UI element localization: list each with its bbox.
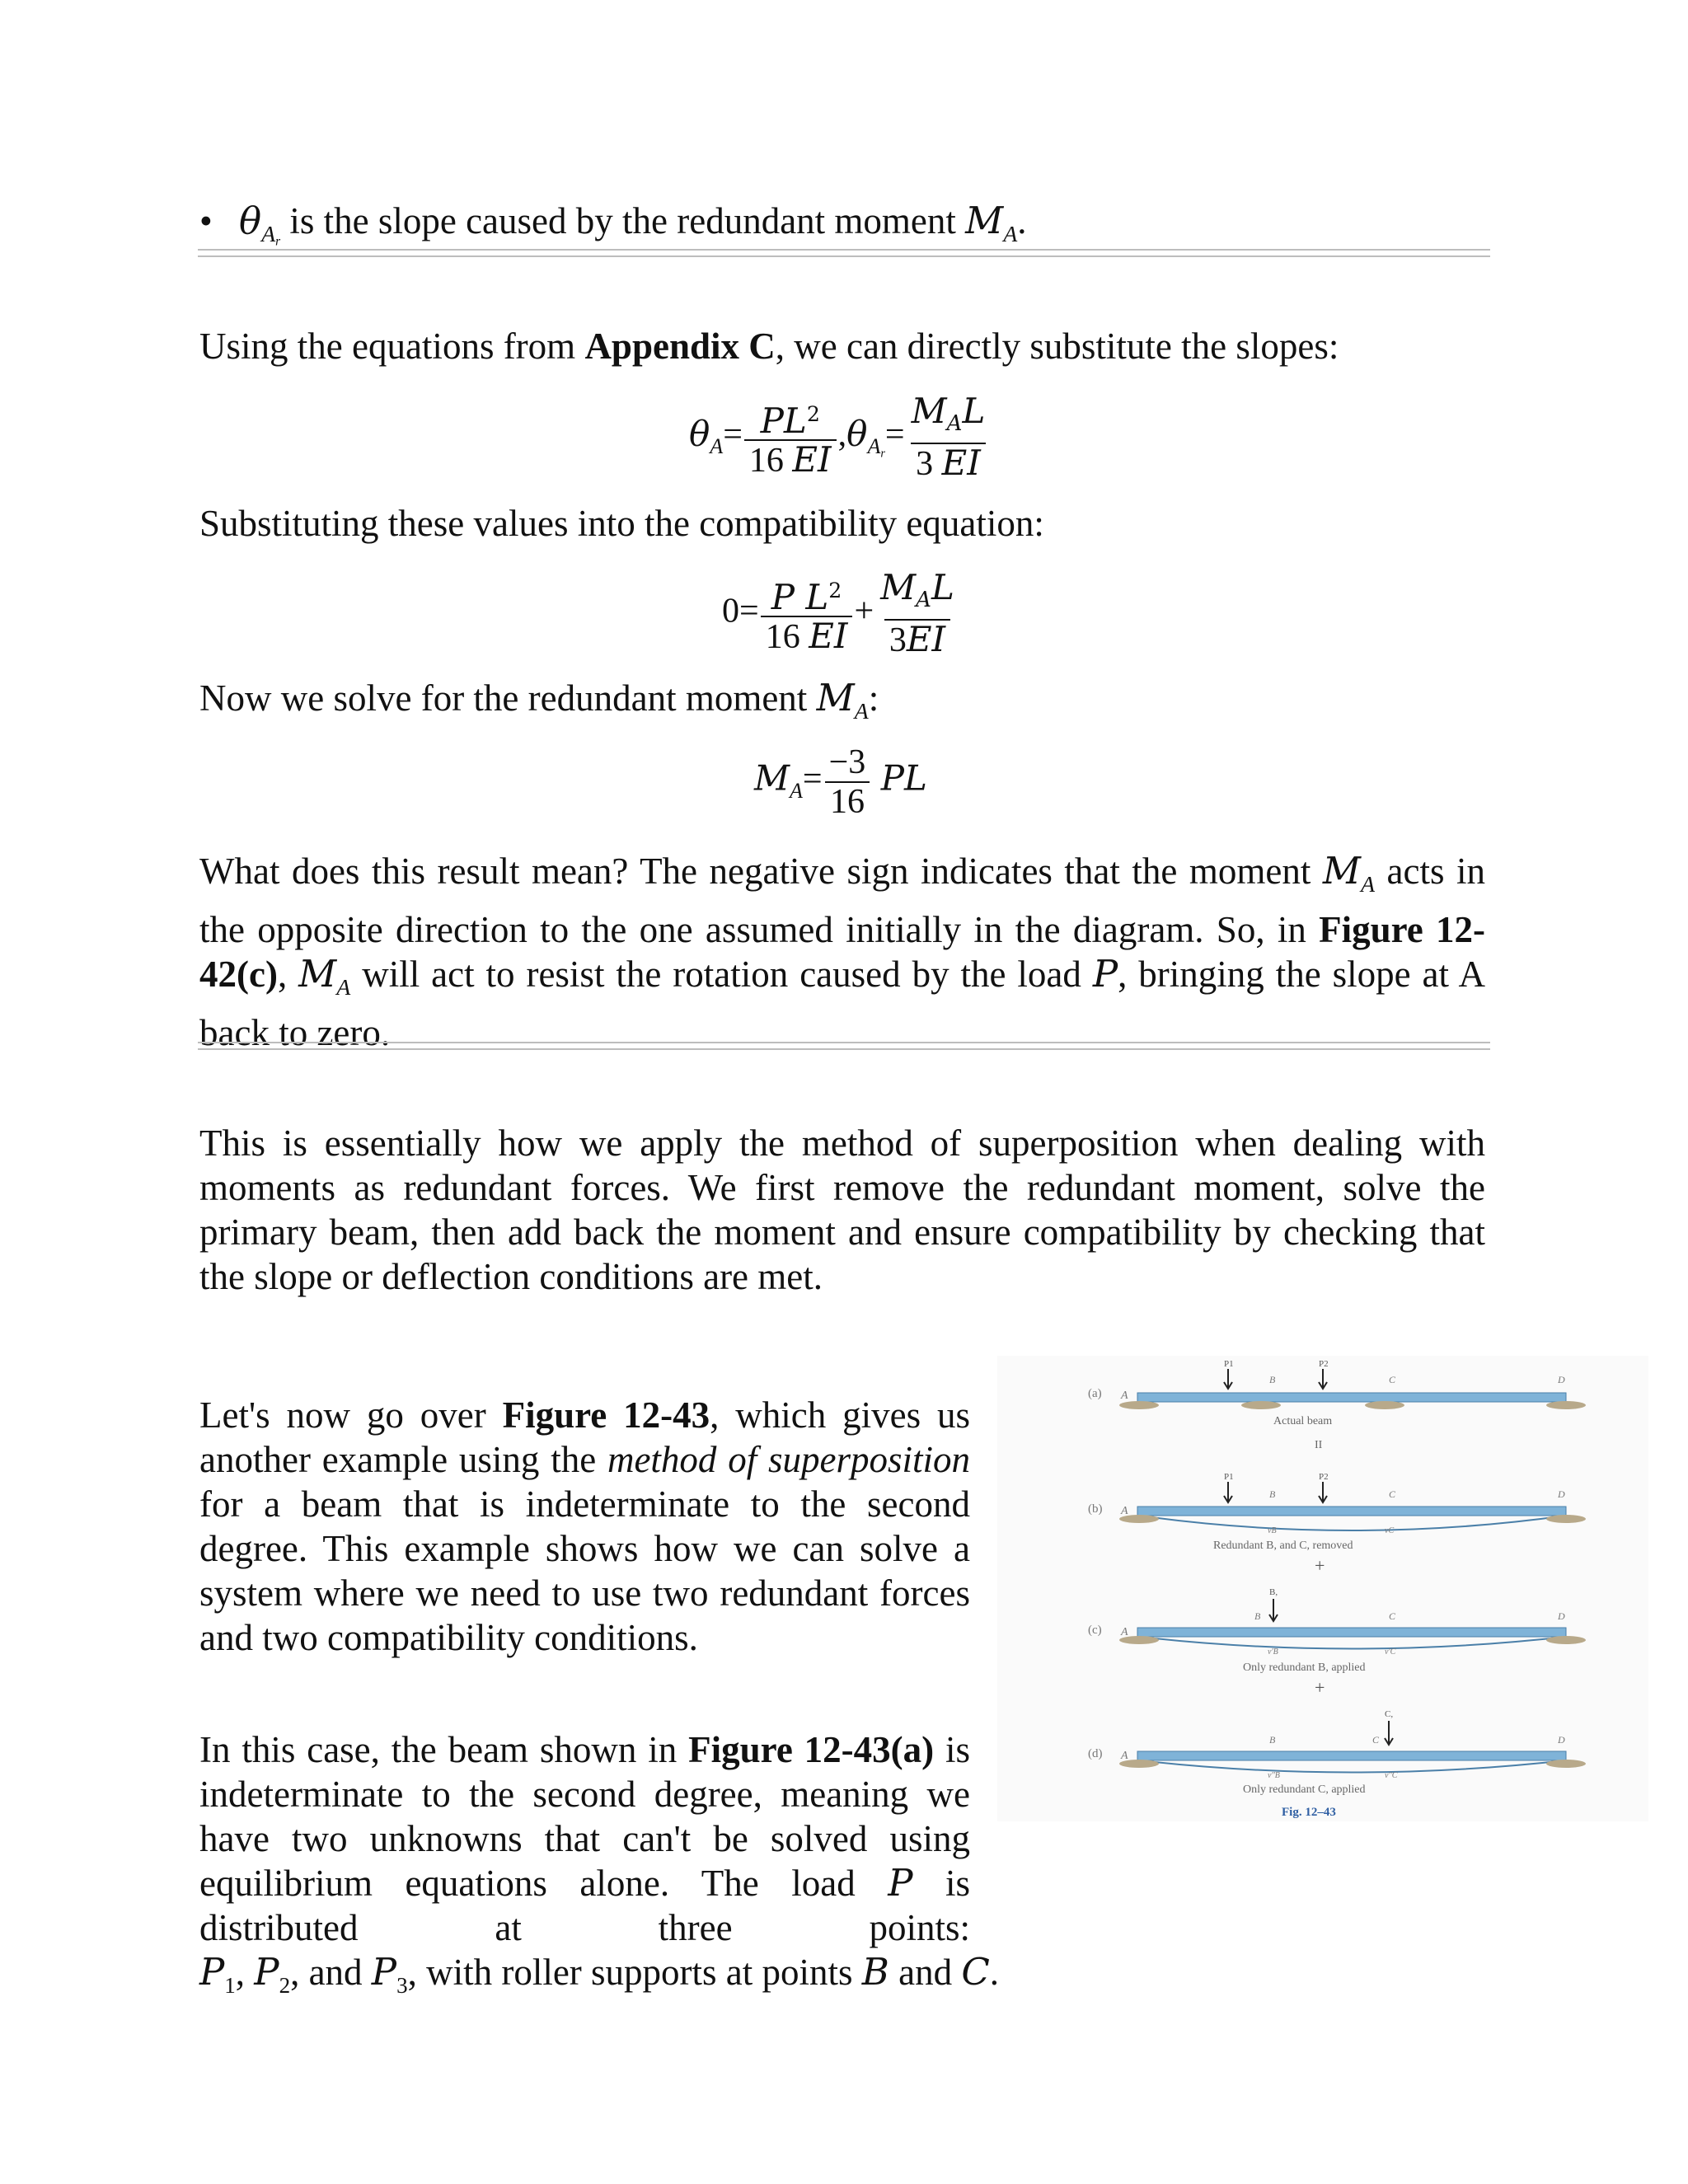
point-label-c: C [1389, 1610, 1396, 1622]
point-label-c: C [1372, 1734, 1380, 1746]
redundant-label-b: B, [1269, 1587, 1278, 1597]
paragraph-substituting: Substituting these values into the compatibility equation: [199, 503, 1044, 544]
support [1546, 1515, 1586, 1523]
beam [1137, 1751, 1566, 1760]
paragraph-figure-12-43: Let's now go over Figure 12-43, which gives us another example using the method of superposition for a beam that is indeterminate to the second degree. This example shows how we can solve a system where we need to use two redundant forces and two compatibility conditions. [199, 1394, 971, 1658]
moment-subscript: A [1003, 221, 1018, 247]
point-label-c: C [1389, 1374, 1396, 1385]
bullet-dot: • [199, 200, 213, 241]
bullet-item: • $\theta_{Ar}$ is the slope caused by the redundant moment $M_A$. [199, 199, 1027, 249]
beam [1137, 1393, 1566, 1402]
panel-label: Only redundant C, applied [1243, 1783, 1366, 1796]
panel-tag: (b) [1088, 1502, 1103, 1516]
support [1546, 1760, 1586, 1768]
point-label-a: A [1121, 1505, 1128, 1517]
figure-12-42c-bold: Figure 12-42(c) [199, 908, 1486, 995]
equation-compatibility: 0= $\frac{P L^2}{16 EI}$ + $\frac{M_AL}{3EI}$ [722, 567, 954, 660]
point-label-b: B [1254, 1610, 1261, 1622]
support [1546, 1636, 1586, 1644]
paragraph-solve: Now we solve for the redundant moment $M_A$: [199, 676, 879, 724]
deflection-label: vB [1268, 1526, 1277, 1535]
beam [1137, 1507, 1566, 1516]
panel-tag: (c) [1088, 1624, 1102, 1637]
figure-12-43a-bold: Figure 12-43(a) [688, 1729, 935, 1770]
deflection-label: v''B [1268, 1771, 1280, 1780]
support [1241, 1401, 1281, 1409]
point-label-b: B [1269, 1734, 1276, 1746]
point-label-d: D [1558, 1488, 1565, 1500]
load-label-p1: P1 [1224, 1359, 1234, 1369]
horizontal-rule [198, 1042, 1490, 1050]
paragraph-case: In this case, the beam shown in Figure 12-43(a) is indeterminate to the second degree, meaning we have two unknowns that can't be solved using equilibrium equations alone. The load P is distributed at three points: $P_1$, $P_2$, and $P_3$, with roller supports at points B and C. [199, 1729, 1000, 1998]
theta-symbol: θ [239, 199, 262, 242]
deflection-label: v''C [1385, 1771, 1398, 1780]
figure-caption: Fig. 12–43 [1282, 1806, 1336, 1819]
appendix-c-bold: Appendix C [584, 326, 776, 367]
point-label-c: C [1389, 1488, 1396, 1500]
load-label-p2: P2 [1319, 1359, 1329, 1369]
deflection-label: v'C [1385, 1647, 1396, 1657]
deflection-label: vC [1385, 1526, 1395, 1535]
redundant-label-c: C, [1385, 1709, 1394, 1719]
method-of-superposition-italic: method of superposition [607, 1439, 970, 1480]
point-label-d: D [1558, 1374, 1565, 1385]
load-label-p1: P1 [1224, 1472, 1234, 1482]
point-label-a: A [1121, 1626, 1128, 1638]
figure-12-43 [997, 1356, 1648, 1821]
moment-symbol: M [965, 199, 1004, 242]
panel-tag: (d) [1088, 1747, 1103, 1760]
equation-moment-result: $M_A=$ $\frac{-3}{16}$ PL [754, 743, 927, 821]
equation-slopes: $\theta_A=$ $\frac{PL^2}{16 EI}$ $,\theta_{Ar}=$ $\frac{M_AL}{3 EI}$ [689, 391, 986, 484]
point-label-b: B [1269, 1488, 1276, 1500]
point-label-a: A [1121, 1390, 1128, 1402]
support [1119, 1401, 1159, 1409]
plus-sign: + [1315, 1677, 1325, 1698]
support [1546, 1401, 1586, 1409]
paragraph-superposition-summary: This is essentially how we apply the method of superposition when dealing with moments as redundant forces. We first remove the redundant moment, solve the primary beam, then add back the moment and ensure compatibility by checking that the slope or deflection conditions are met. [199, 1122, 1485, 1297]
panel-label: Only redundant B, applied [1243, 1661, 1366, 1674]
equals-sign: II [1315, 1439, 1323, 1451]
point-label-a: A [1121, 1750, 1128, 1762]
theta-subscript: Ar [261, 221, 281, 249]
load-label-p2: P2 [1319, 1472, 1329, 1482]
support [1119, 1760, 1159, 1768]
point-label-d: D [1558, 1734, 1565, 1746]
point-label-b: B [1269, 1374, 1276, 1385]
paragraph-appendix: Using the equations from Appendix C, we can directly substitute the slopes: [199, 326, 1339, 367]
point-label-d: D [1558, 1610, 1565, 1622]
panel-tag: (a) [1088, 1387, 1102, 1400]
support [1119, 1515, 1159, 1523]
bullet-text: is the slope caused by the redundant moment [280, 200, 966, 241]
support [1365, 1401, 1404, 1409]
deflection-label: v'B [1268, 1647, 1278, 1657]
panel-label: Actual beam [1273, 1415, 1333, 1427]
paragraph-result-meaning: What does this result mean? The negative sign indicates that the moment $M_A$ acts in the opposite direction to the one assumed initially in the diagram. So, in Figure 12-42(c), $M_A$ will act to resist the rotation caused by the load P, bringing the slope at A back to zero. [199, 849, 1486, 1053]
figure-12-43-bold: Figure 12-43 [502, 1394, 710, 1436]
horizontal-rule [198, 249, 1490, 257]
beam [1137, 1628, 1566, 1637]
support [1119, 1636, 1159, 1644]
plus-sign: + [1315, 1555, 1325, 1576]
panel-label: Redundant B, and C, removed [1213, 1540, 1353, 1552]
